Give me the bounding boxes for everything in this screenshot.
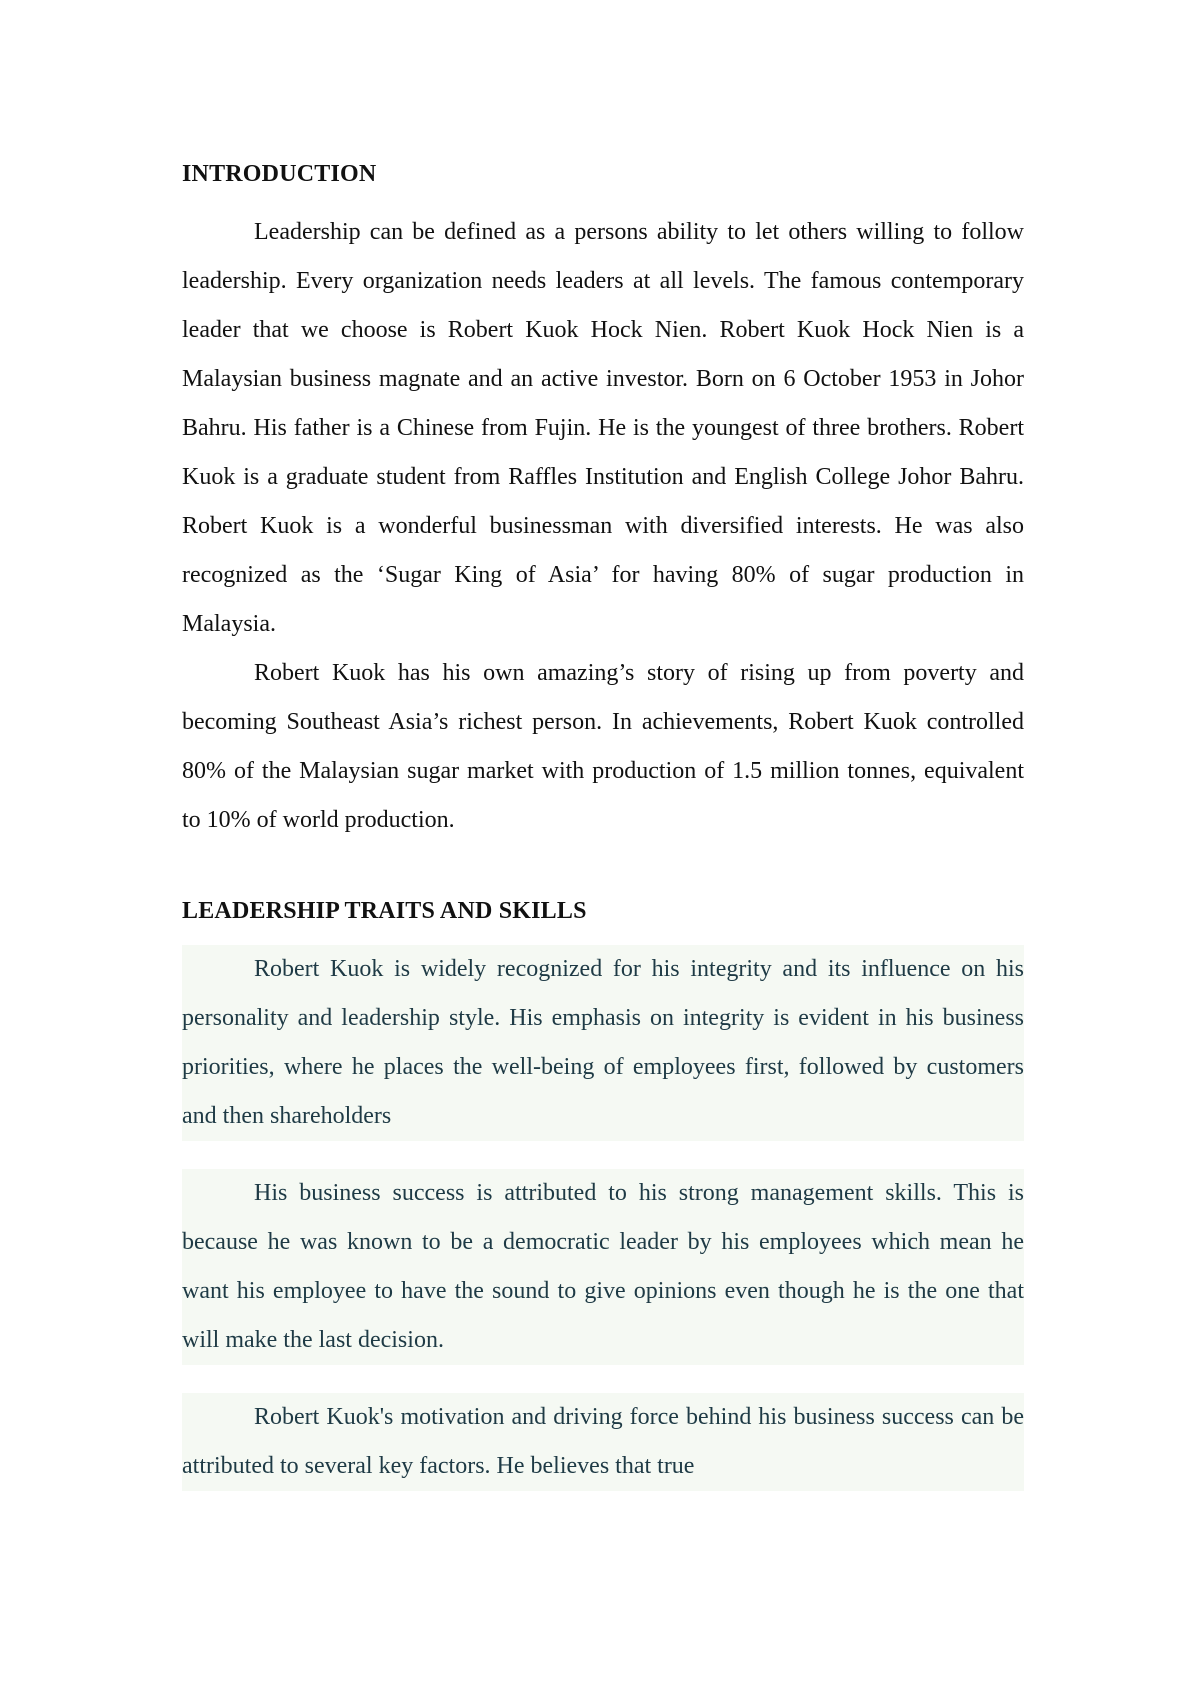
introduction-heading: INTRODUCTION — [182, 161, 377, 187]
document-body — [182, 150, 1024, 1491]
intro-paragraph-2: Robert Kuok has his own amazing’s story of rising up from poverty and becoming Southeast Asia’s richest person. In achievements, Robert Kuok controlled 80% of the Malaysian sugar market with production of 1.5 million tonnes, equivalent to 10% of world production. — [182, 660, 1024, 833]
traits-paragraph-2: His business success is attributed to his strong management skills. This is because he was known to be a democratic leader by his employees which mean he want his employee to have the sound to give opinions even though he is the one that will make the last decision. — [182, 1169, 1024, 1365]
intro-paragraph-1: Leadership can be defined as a persons ability to let others willing to follow leadership. Every organization needs leaders at all levels. The famous contemporary leader that we choose is Robert Kuok Hock Nien. Robert Kuok Hock Nien is a Malaysian business magnate and an active investor. Born on 6 October 1953 in Johor Bahru. His father is a Chinese from Fujin. He is the youngest of three brothers. Robert Kuok is a graduate student from Raffles Institution and English College Johor Bahru. Robert Kuok is a wonderful businessman with diversified interests. He was also recognized as the ‘Sugar King of Asia’ for having 80% of sugar production in Malaysia. — [182, 219, 1024, 637]
traits-paragraph-3: Robert Kuok's motivation and driving force behind his business success can be attributed to several key factors. He believes that true — [182, 1393, 1024, 1491]
traits-paragraph-1: Robert Kuok is widely recognized for his integrity and its influence on his personality and leadership style. His emphasis on integrity is evident in his business priorities, where he places the well-being of employees first, followed by customers and then shareholders — [182, 945, 1024, 1141]
leadership-traits-heading: LEADERSHIP TRAITS AND SKILLS — [182, 898, 587, 924]
